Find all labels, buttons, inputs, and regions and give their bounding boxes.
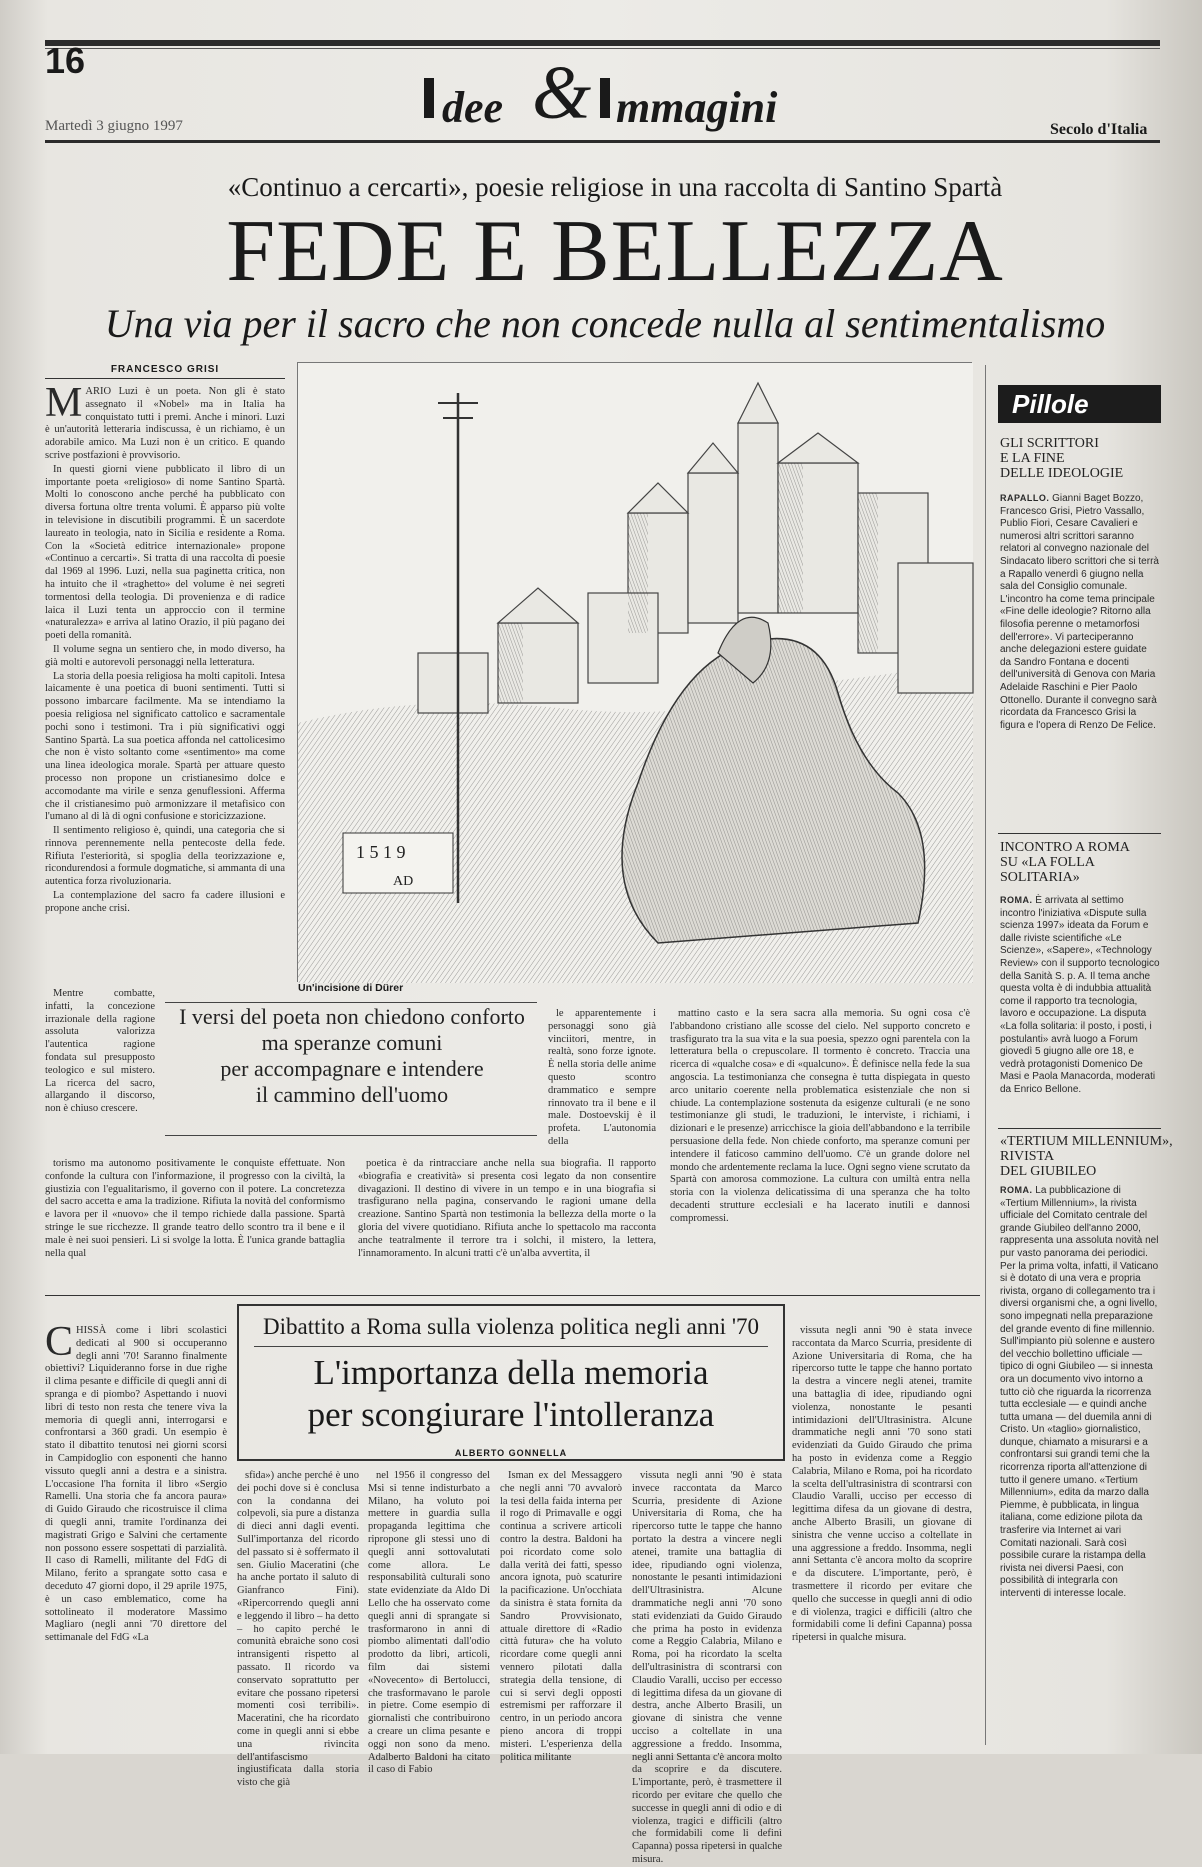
drop-cap: M: [45, 380, 83, 426]
pullquote-line: il cammino dell'uomo: [255, 1082, 449, 1107]
sidebar-item1-text: [1000, 492, 1160, 822]
sidebar-item2-text: [1000, 894, 1160, 1124]
sidebar-brand: Pillole: [998, 385, 1161, 423]
paragraph: ARIO Luzi è un poeta. Non gli è stato assegnato il «Nobel» ma in Italia ha conquistato tutti i premi. Anche i minori. Luzi è un'autorità letteraria indiscussa, è un richiamo, è un adorabile amico. Ma Luzi non è un critico. E quando scrive postfazioni è provvisorio.: [45, 386, 285, 461]
section-word-2: mmagini: [616, 83, 778, 132]
article-column-bottom-left: [45, 1158, 345, 1268]
article-subhead: Una via per il sacro che non concede nulla al sentimentalismo: [104, 301, 1106, 346]
section-ampersand: &: [532, 51, 592, 135]
article-byline: FRANCESCO GRISI: [110, 364, 220, 375]
heading-line: SOLITARIA»: [1000, 870, 1080, 885]
article-headline: FEDE E BELLEZZA: [226, 203, 1004, 300]
heading-line: GLI SCRITTORI: [1000, 436, 1099, 451]
paragraph: le apparentemente i personaggi sono già vinciitori, mentre, in realtà, sono forze ignote. È nella storia delle anime questo scontro drammatico e sempre rinnovato tra il bene e il male. Dostoevskij è il profeta. L'autonomia della: [548, 1008, 656, 1147]
section-letter-i-bar-2: [600, 78, 610, 118]
engraving-illustration: [298, 363, 973, 983]
column-divider: [985, 365, 986, 1745]
article2-column-a: [237, 1470, 359, 1789]
headline-line: L'importanza della memoria: [313, 1353, 709, 1392]
paragraph: La contemplazione del sacro fa cadere illusioni e propone anche crisi.: [45, 890, 285, 914]
heading-line: E LA FINE: [1000, 451, 1065, 466]
sidebar-item1-heading: [1000, 436, 1123, 481]
article2-byline: ALBERTO GONNELLA: [454, 1448, 568, 1458]
engraving-monogram: AD: [393, 874, 414, 889]
sidebar-item3-text: [1000, 1184, 1160, 1744]
heading-line: DEL GIUBILEO: [1000, 1164, 1097, 1179]
sidebar-rule: [998, 1128, 1161, 1129]
article2-column-left: [45, 1319, 227, 1745]
paragraph: nel 1956 il congresso del Msi si tenne indisturbato a Milano, ha voluto poi mettere in guardia sulla propaganda legittima che ripropone gli stessi uno di quegli anni sottovalutati come allora. Le responsabilità culturali sono state evidenziate da Aldo Di Lello che ha osservato come quegli anni di sprangate si trasformarono in anni di piombo alimentati dall'odio prodotto da libri, articoli, film dai sistemi «Novecento» di Bertolucci, che trasformavano le parole in pietre. Come esempio di giornalisti che contribuirono a creare un clima pesante e oggi non sono da meno. Adalberto Baldoni ha citato il caso di Fabio: [368, 1470, 490, 1776]
heading-line: INCONTRO A ROMA: [1000, 840, 1130, 855]
headline-line: per scongiurare l'intolleranza: [307, 1395, 715, 1434]
page-number: 16: [45, 40, 86, 81]
paragraph: Il sentimento religioso è, quindi, una categoria che si rinnova perennemente nella pentecoste della fede. Rifiuta l'esteriorità, si spoglia della teorizzazione e, ricondurendosi a formule dogmatiche, si ammanta di una autentica forza rivoluzionaria.: [45, 825, 285, 888]
paragraph: Mentre combatte, infatti, la concezione irrazionale della ragione assoluta valorizza l'autentica ragione fondata sul presupposto teologico e sul mistero. La ricerca del sacro, allargando il discorso, non è chiuso crescere.: [45, 988, 155, 1115]
sidebar-item2-heading: [1000, 840, 1130, 885]
byline-rule: [45, 378, 285, 379]
heading-line: DELLE IDEOLOGIE: [1000, 466, 1124, 481]
pullquote-line: I versi del poeta non chiedono conforto: [179, 1004, 525, 1029]
sidebar-place: ROMA.: [1000, 895, 1033, 905]
article-kicker: «Continuo a cercarti», poesie religiose in una raccolta di Santino Spartà: [227, 172, 1003, 202]
article-column-mid-b: [358, 1158, 656, 1268]
article-column-1b: [45, 988, 155, 1153]
section-letter-i-bar: [424, 78, 434, 118]
article2-kicker: Dibattito a Roma sulla violenza politica negli anni '70: [263, 1314, 759, 1339]
article-column-1: [45, 380, 285, 986]
pullquote-rule-top: [165, 1002, 537, 1003]
sidebar-rule: [998, 833, 1161, 834]
pull-quote: [162, 1004, 542, 1108]
section-rule: [45, 1295, 980, 1296]
heading-line: SU «LA FOLLA: [1000, 855, 1095, 870]
image-caption: Un'incisione di Dürer: [298, 982, 404, 994]
section-word-1: dee: [442, 83, 504, 132]
paragraph: poetica è da rintracciare anche nella sua biografia. Il rapporto «biografia e creatività» si presenta così legato da non consentire divagazioni. Il destino di vivere in un tempo e in una biografia si trasfigurano nella pagina, conservando le ragioni umane della creazione. Santino Spartà non testimonia la bellezza della morte o la gloria del vivere quotidiano. Rifiuta anche lo spettacolo ma racconta anche teatralmente il terrore tra i solchi, il mistero, la lettera, l'innamoramento. In alcuni tratti c'è un'alba avvertita, il: [358, 1158, 656, 1259]
paragraph: sfida») anche perché è uno dei pochi dove si è conclusa con la condanna dei colpevoli, sia pure a distanza di dieci anni dagli eventi. Sull'importanza del ricordo del passato si è soffermato il sen. Giulio Maceratini (che ha anche portato il saluto di Gianfranco Fini). «Ripercorrendo quegli anni e leggendo il libro – ha detto – ho capito perché le comunità ebraiche sono così intransigenti rispetto al passato. Il ricordo va conservato soprattutto per evitare che possano ripetersi momenti così terribili». Maceratini, che ha ricordato come in quegli anni si ebbe una rivincita dell'antifascismo ingiustificata dalla storia visto che già: [237, 1470, 359, 1789]
paragraph: Il volume segna un sentiero che, in modo diverso, ha già molti e autorevoli personaggi nella letteratura.: [45, 643, 285, 668]
article2-headline: [239, 1352, 783, 1436]
paragraph: mattino casto e la sera sacra alla memoria. Su ogni cosa c'è l'abbandono cristiano alle scosse del cielo. Nel supporto concreto e trasfigurato tra la sua vita e la sua poesia, spezzo ogni parentela con la letteratura bella o crepuscolare. Il tormento è concreto. Traccia una ricerca di «qualche cosa» e di «qualcuno». È definisce nella fede la sua angoscia. La testimonianza che consegna è tutta dispiegata in questo arco unitario coerente nella problematica esistenziale che non si chiude. La contemplazione sostenuta da esigenze culturali (e ne sono testimonianze gli studi, le traduzioni, le interviste, i richiami, i dizionari e le presenze) arricchisce la gioia dell'abbandono e la terribile persuasione della fede. Non chiede conforto, ma speranze comuni per intendere il faticoso cammino dell'uomo. C'è un grande dolore nel mondo che ardentemente reclama la luce. Ogni segno viene scrutato da Spartà con amorosa commozione. La cultura con umiltà entra nella storia con la violenza delicatissima di una speranza che ha tolto decadenti strutture ecclesiali e ha lacerato inutili e dannosi compromessi.: [670, 1008, 970, 1224]
paragraph: vissuta negli anni '90 è stata invece raccontata da Marco Scurria, presidente di Azione Universitaria di Roma, che ha ripercorso tutte le tappe che hanno portato la destra a vincere negli atenei, tramite una battaglia di idee, ripudiando ogni violenza, nonostante le pesanti intimidazioni dell'Ultrasinistra. Alcune drammatiche negli anni '70 sono stati evidenziati da Guido Giraudo che prima ha posto in evidenza come a Reggio Calabria, Milano e Roma, poi ha ricordato la scelta dell'ultrasinistra di scontrarsi con Claudio Varalli, ucciso per eccesso di legittima difesa da un giovane di destra, anche Alberto Brasili, un giovane di sinistra che venne ucciso a coltellate in una aggressione a freddo. Insomma, negli anni Settanta c'è ancora molto da scoprire e da discutere. L'importante, però, è trasmettere il ricordo per evitare che quello che successe in quegli anni di odio e di violenza, tragici e difficili (altro che formidabili come li definì Capanna) possa ripetersi in qualche misura.: [632, 1470, 782, 1865]
article2-column-b: [368, 1470, 490, 1776]
paragraph: Isman ex del Messaggero che negli anni '70 avvalorò la tesi della faida interna per il rogo di Primavalle e oggi continua a scrivere articoli contro la destra. Baldoni ha poi ricordato come solo dalla verità dei fatti, spesso ancora ignota, può scaturire la pacificazione. Un'occhiata da sinistra è stata fornita da Sandro Provvisionato, attuale direttore di «Radio città futura» che ha voluto ricordare come quegli anni vennero pilotati dalla strategia della tensione, di cui si servì degli opposti estremismi per rafforzare il centro, in un periodo ancora pieno ancora di troppi misteri. L'esperienza della politica militante: [500, 1470, 622, 1763]
newspaper-name: Secolo d'Italia: [1050, 121, 1148, 138]
heading-line: RIVISTA: [1000, 1149, 1055, 1164]
sidebar-place: RAPALLO.: [1000, 493, 1050, 503]
drop-cap: C: [45, 1319, 74, 1365]
article-column-mid-a: [548, 1008, 656, 1158]
article-column-right: [670, 1008, 970, 1268]
section-title: [420, 30, 840, 135]
masthead-rule: [45, 140, 1160, 143]
paragraph: torismo ma autonomo positivamente le conquiste effettuate. Non confonde la cultura con l'informazione, il progresso con la civiltà, la giustizia con l'egualitarismo, il governo con il potere. La concretezza del sacro accetta e ama la tradizione. Rifiuta la novità del conformismo e lavora per il «nuovo» che il tempo richiede dalla passione. Spartà stringe le sue ricchezze. Il grande teatro dello scontro tra il bene e il male è nei suoi pensieri. Lì si svolge la lotta. È l'unica grande battaglia nella qual: [45, 1158, 345, 1259]
paragraph: La storia della poesia religiosa ha molti capitoli. Intesa laicamente è una poetica di buoni sentimenti. Tutti si possono imbarcare facilmente. Ma se intendiamo la poesia religiosa nel significato cattolico e sacramentale pochi sono i testimoni. Tra i più significativi oggi Santino Spartà. La sua poetica affonda nel cattolicesimo che non è visto soltanto come «sentimento» ma come una linea ideologica morale. Spartà per attuare questo processo non propone un cristianesimo dolce e accomodante ma virile e senza genuflessioni. Afferma che il cristianesimo può armonizzare il metafisico con l'umano al di là di ogni confusione e storicizzazione.: [45, 670, 285, 823]
engraving-date: 1 5 1 9: [356, 842, 406, 862]
article2-column-c: [500, 1470, 622, 1763]
sidebar-body: Gianni Baget Bozzo, Francesco Grisi, Pietro Vassallo, Publio Fiori, Cesare Cavalieri e numerosi altri scrittori saranno relatori al convegno nazionale del Sindacato libero scrittori che si terrà a Rapallo venerdì 6 giugno nella sala del Consiglio comunale. L'incontro ha come tema principale «Fine delle ideologie? Ritorno alla filosofia perenne o metamorfosi dell'errore». Vi parteciperanno anche delegazioni estere guidate da Sandro Fontana e docenti dell'università di Genova con Maria Adelaide Raschini e Pier Paolo Ottonello. Durante il convegno sarà ricordata da Francesco Grisi la figura e l'opera di Renzo De Felice.: [1000, 493, 1159, 731]
paragraph: vissuta negli anni '90 è stata invece raccontata da Marco Scurria, presidente di Azione Universitaria di Roma, che ha ripercorso tutte le tappe che hanno portato la destra a vincere negli atenei, tramite una battaglia di idee, ripudiando ogni violenza, nonostante le pesanti intimidazioni dell'Ultrasinistra. Alcune drammatiche negli anni '70 sono stati evidenziati da Guido Giraudo che prima ha posto in evidenza come a Reggio Calabria, Milano e Roma, poi ha ricordato la scelta dell'ultrasinistra di scontrarsi con Claudio Varalli, ucciso per eccesso di legittima difesa da un giovane di destra, anche Alberto Brasili, un giovane di sinistra che venne ucciso a coltellate in una aggressione a freddo. Insomma, negli anni Settanta c'è ancora molto da scoprire e da discutere. L'importante, però, è trasmettere il ricordo per evitare che quello che successe in quegli anni di odio e di violenza, tragici e difficili (altro che formidabili come li definì Capanna) possa ripetersi in qualche misura.: [792, 1325, 972, 1644]
sidebar-body: La pubblicazione di «Tertium Millennium», la rivista ufficiale del Comitato centrale del grande Giubileo dell'anno 2000, rappresenta una assoluta novità nel pur vasto panorama dei periodici. Per la prima volta, infatti, il Vaticano si è dotato di una vera e propria rivista, organo di collegamento tra i diversi organismi che, a ogni livello, sono impegnati nella preparazione del grande evento di fine millennio. Sull'impianto più solenne e austero del vecchio bollettino ufficiale — tipico di ogni Giubileo — si innesta ora un documento vivo intorno a tutto ciò che riguarda la ricorrenza tutta ecclesiale — e quindi anche tutta umana — del duemila anni di Cristo. Un «taglio» giornalistico, dunque, chiamato a misurarsi e a confrontarsi sui grandi temi che la ricorrenza riporta all'attenzione di tutto il genere umano. «Tertium Millennium», edita da marzo dalla Piemme, è pubblicata, in lingua italiana, come edizione pilota da trasferire via Internet ai vari Comitati nazionali. Sarà così possibile curare la ristampa della rivista nei diversi Paesi, con possibilità di integrarla con interventi di interesse locale.: [1000, 1185, 1159, 1599]
heading-line: «TERTIUM MILLENNIUM»,: [1000, 1134, 1173, 1149]
issue-date: Martedì 3 giugno 1997: [45, 118, 183, 134]
article2-headline-box: [237, 1304, 785, 1461]
sidebar-place: ROMA.: [1000, 1185, 1033, 1195]
pullquote-rule-bottom: [165, 1135, 537, 1136]
paragraph: In questi giorni viene pubblicato il libro di un importante poeta «religioso» di nome Santino Spartà. Molti lo conoscono anche perché ha pubblicato con diversa fortuna oltre trenta volumi. È apparso più volte in televisione in discutibili programmi. È un sacerdote laureato in teologia, nato in Sicilia e residente a Roma. Con la «Società editrice internazionale» propone «Continuo a cercarti». Si tratta di una raccolta di poesie dal 1969 al 1996. Luzi, nella sua paginetta critica, non ha intuito che il «traghetto» del volume è nei segreti tormentosi della teologia. Di provenienza e di radice laica il Luzi tenta un approccio con il termine «naturalezza» e arriva al latino Orazio, il più pagano dei poeti della romanità.: [45, 463, 285, 642]
paragraph: HISSÀ come i libri scolastici dedicati al 900 si occuperanno degli anni '70! Saranno finalmente obiettivi? Liquideranno forse in due righe il clima pesante e difficile di quegli anni di spranga e di piombo? Aspettando i nuovi libri di testo non resta che tenere viva la memoria di quegli anni, interrogarsi e confrontarsi a 360 gradi. Un esempio è stato il dibattito tenutosi nei giorni scorsi in Campidoglio con esponenti che hanno vissuto quegli anni a destra e a sinistra. L'occasione l'ha fornita il libro «Sergio Ramelli. Una storia che fa ancora paura» di Guido Giraudo che ricostruisce il clima di quegli anni, tramite l'ordinanza dei magistrati Grigo e Salvini che certamente non possono essere sospettati di parzialità. Il caso di Ramelli, militante del FdG di Milano, ferito a sprangate sotto casa e deceduto 47 giorni dopo, il 29 aprile 1975, è un caso emblematico, come ha sottolineato il moderatore Massimo Magliaro (negli anni '70 direttore del settimanale del FdG «La: [45, 1325, 227, 1644]
pullquote-line: per accompagnare e intendere: [220, 1056, 484, 1081]
article2-column-d-cont: [632, 1470, 782, 1865]
sidebar-item3-heading: [1000, 1134, 1173, 1179]
sidebar-body: È arrivata al settimo incontro l'iniziativa «Dispute sulla scienza 1997» ideata da Forum e dalle riviste scientifiche «Le Scienze», «Sapere», «Technology Review» con il supporto tecnologico della Sanità S. p. A. Il tema anche questa volta è di indubbia attualità come il rapporto tra tecnologia, lavoro e occupazione. La disputa «La folla solitaria: il posto, i posti, i postulanti» avrà luogo a Forum giovedì 5 giugno alle ore 18, e vedrà protagonisti Domenico De Masi e Paola Manacorda, moderati da Enrico Bellone.: [1000, 895, 1160, 1095]
pullquote-line: ma speranze comuni: [261, 1030, 443, 1055]
article2-column-d: [792, 1325, 972, 1745]
durer-engraving: [297, 362, 972, 982]
article2-kicker-rule: [254, 1346, 768, 1347]
